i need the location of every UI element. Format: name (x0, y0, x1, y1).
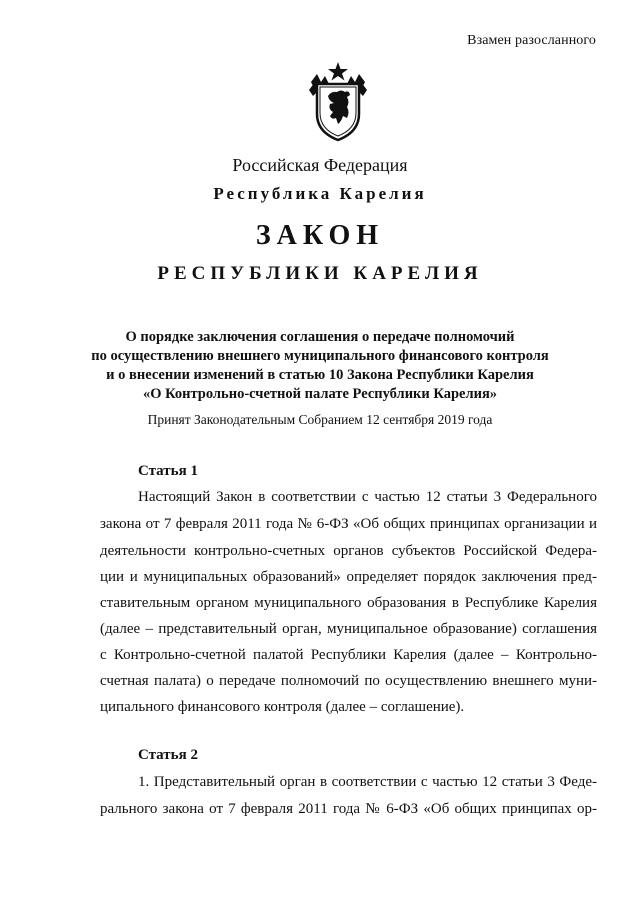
article-1-line: ставительным органом муниципального образования в Республике Карелия (100, 595, 597, 611)
issuing-authority: РЕСПУБЛИКИ КАРЕЛИЯ (157, 263, 483, 284)
article-1-line: Настоящий Закон в соответствии с частью 12 статьи 3 Федерального (138, 489, 597, 505)
republic-name: Республика Карелия (213, 184, 427, 203)
law-title-line: и о внесении изменений в статью 10 Закона Республики Карелия (106, 367, 534, 383)
country-name: Российская Федерация (232, 155, 408, 175)
document-type: ЗАКОН (255, 220, 385, 251)
karelia-coat-of-arms-icon (303, 60, 373, 142)
article-1-line: счетная палата) о передаче полномочий по осуществлению внешнего муни- (100, 673, 597, 689)
article-1-line: (далее – представительный орган, муниципальное образование) соглашения (100, 621, 597, 637)
law-title-line: О порядке заключения соглашения о передаче полномочий (125, 329, 515, 345)
law-title-line: по осуществлению внешнего муниципального финансового контроля (91, 348, 549, 364)
adoption-note: Принят Законодательным Собранием 12 сентября 2019 года (147, 412, 493, 427)
law-title-line: «О Контрольно-счетной палате Республики Карелия» (142, 386, 498, 402)
article-2-title: Статья 2 (138, 747, 198, 763)
article-1-line: ципального финансового контроля (далее – соглашение). (100, 699, 465, 715)
article-1-line: деятельности контрольно-счетных органов субъектов Российской Федера- (100, 543, 597, 559)
law-title (0, 328, 640, 404)
replacement-stamp: Взамен разосланного (467, 33, 596, 48)
article-1-line: закона от 7 февраля 2011 года № 6-ФЗ «Об общих принципах организации и (100, 516, 597, 532)
article-2-line: 1. Представительный орган в соответствии с частью 12 статьи 3 Феде- (138, 774, 597, 790)
article-2-line: рального закона от 7 февраля 2011 года № 6-ФЗ «Об общих принципах ор- (100, 801, 597, 817)
article-1-title: Статья 1 (138, 463, 198, 479)
article-1-line: с Контрольно-счетной палатой Республики Карелия (далее – Контрольно- (100, 647, 597, 663)
article-1-line: ции и муниципальных образований» определяет порядок заключения пред- (100, 569, 597, 585)
